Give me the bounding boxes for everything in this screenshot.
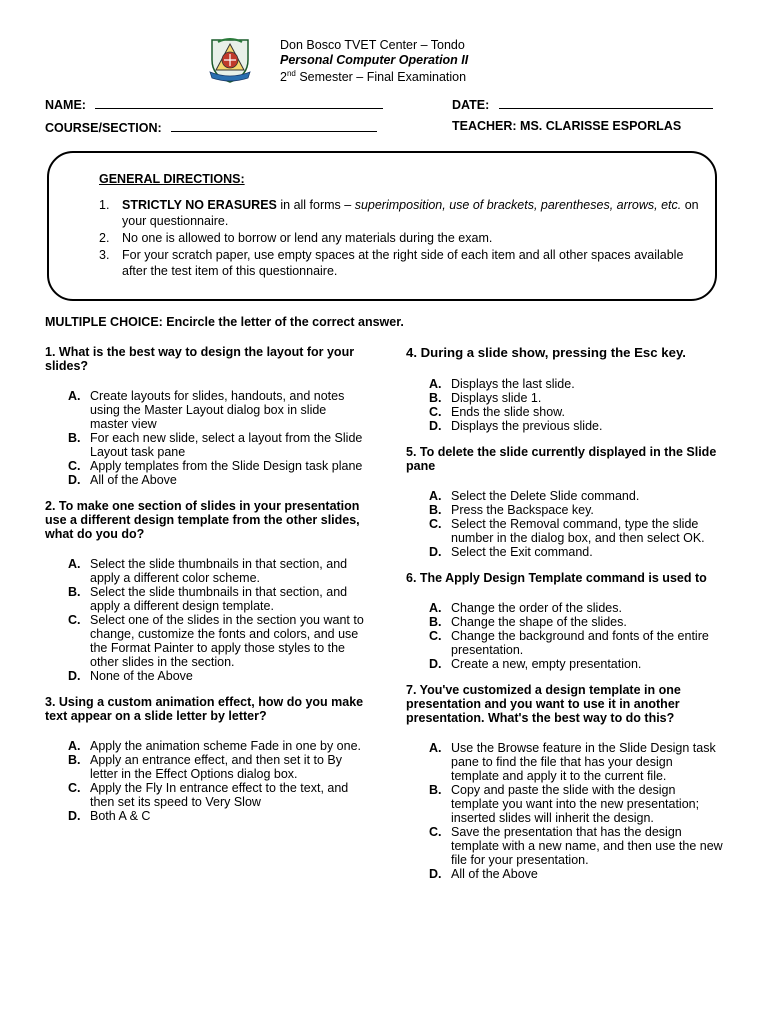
option-a[interactable]: A. Use the Browse feature in the Slide Design task pane to find the file that has your design template and apply it to the current file. bbox=[429, 741, 716, 783]
option-b[interactable]: B. For each new slide, select a layout from the Slide Layout task pane bbox=[68, 431, 363, 459]
question-2 bbox=[45, 499, 367, 683]
question-6 bbox=[406, 571, 724, 671]
school-name: Don Bosco TVET Center – Tondo bbox=[280, 38, 465, 52]
question-text: 2. To make one section of slides in your presentation use a different design template from the other slides, what do you do? bbox=[45, 499, 360, 541]
question-text: 5. To delete the slide currently displayed in the Slide pane bbox=[406, 445, 717, 473]
option-c[interactable]: C. Select the Removal command, type the slide number in the dialog box, and then select OK. bbox=[429, 517, 705, 545]
option-b[interactable]: B. Copy and paste the slide with the design template you want into the new presentation; inserted slides will inherit the design. bbox=[429, 783, 700, 825]
left-column bbox=[45, 345, 367, 835]
option-c[interactable]: C. Apply templates from the Slide Design task plane bbox=[68, 459, 363, 473]
question-text: 7. You've customized a design template in one presentation and you want to use it in another presentation. What's the best way to do this? bbox=[406, 683, 681, 725]
directions-title: GENERAL DIRECTIONS: bbox=[99, 172, 245, 186]
option-d[interactable]: D. None of the Above bbox=[68, 669, 193, 683]
date-blank[interactable] bbox=[499, 96, 713, 109]
right-column bbox=[406, 345, 724, 893]
option-c[interactable]: C. Change the background and fonts of the entire presentation. bbox=[429, 629, 709, 657]
option-c[interactable]: C. Save the presentation that has the design template with a new name, and then use the new file for your presentation. bbox=[429, 825, 723, 867]
option-b[interactable]: B. Change the shape of the slides. bbox=[429, 615, 627, 629]
exam-header bbox=[280, 38, 468, 85]
name-label: NAME: bbox=[45, 98, 86, 112]
name-blank[interactable] bbox=[95, 96, 383, 109]
option-d[interactable]: D. Create a new, empty presentation. bbox=[429, 657, 642, 671]
option-b[interactable]: B. Press the Backspace key. bbox=[429, 503, 594, 517]
option-a[interactable]: A. Change the order of the slides. bbox=[429, 601, 622, 615]
question-7 bbox=[406, 683, 724, 881]
question-text: 3. Using a custom animation effect, how do you make text appear on a slide letter by letter? bbox=[45, 695, 364, 723]
teacher-label: TEACHER: MS. CLARISSE ESPORLAS bbox=[452, 119, 682, 133]
option-c[interactable]: C. Select one of the slides in the section you want to change, customize the fonts and colors, and use the Format Painter to apply those styles to the other slides in the section. bbox=[68, 613, 364, 669]
course-section-blank[interactable] bbox=[171, 119, 377, 132]
name-field bbox=[45, 96, 383, 112]
semester-line: 2nd Semester – Final Examination bbox=[280, 69, 467, 85]
question-4 bbox=[406, 345, 724, 433]
option-d[interactable]: D. All of the Above bbox=[68, 473, 177, 487]
option-a[interactable]: A. Apply the animation scheme Fade in one by one. bbox=[68, 739, 362, 753]
section-title: MULTIPLE CHOICE: Encircle the letter of the correct answer. bbox=[45, 315, 404, 329]
question-text: 6. The Apply Design Template command is used to bbox=[406, 571, 707, 585]
option-c[interactable]: C. Ends the slide show. bbox=[429, 405, 565, 419]
question-5 bbox=[406, 445, 724, 559]
option-d[interactable]: D. Displays the previous slide. bbox=[429, 419, 603, 433]
question-1 bbox=[45, 345, 367, 487]
option-a[interactable]: A. Select the slide thumbnails in that section, and apply a different color scheme. bbox=[68, 557, 348, 585]
option-d[interactable]: D. Select the Exit command. bbox=[429, 545, 593, 559]
option-c[interactable]: C. Apply the Fly In entrance effect to the text, and then set its speed to Very Slow bbox=[68, 781, 349, 809]
course-section-label: COURSE/SECTION: bbox=[45, 121, 162, 135]
option-a[interactable]: A. Select the Delete Slide command. bbox=[429, 489, 640, 503]
option-b[interactable]: B. Select the slide thumbnails in that section, and apply a different design template. bbox=[68, 585, 348, 613]
question-text: 4. During a slide show, pressing the Esc key. bbox=[406, 345, 686, 360]
question-text: 1. What is the best way to design the layout for your slides? bbox=[45, 345, 355, 373]
course-section-field bbox=[45, 119, 377, 135]
question-3 bbox=[45, 695, 367, 823]
date-field bbox=[452, 96, 713, 112]
option-d[interactable]: D. Both A & C bbox=[68, 809, 151, 823]
direction-item: 1. STRICTLY NO ERASURES in all forms – superimposition, use of brackets, parentheses, arrows, etc. on your questionnaire. bbox=[99, 198, 699, 228]
course-title: Personal Computer Operation II bbox=[280, 52, 469, 67]
date-label: DATE: bbox=[452, 98, 490, 112]
option-b[interactable]: B. Apply an entrance effect, and then set it to By letter in the Effect Options dialog box. bbox=[68, 753, 343, 781]
option-a[interactable]: A. Create layouts for slides, handouts, and notes using the Master Layout dialog box in slide master view bbox=[68, 389, 345, 431]
option-d[interactable]: D. All of the Above bbox=[429, 867, 538, 881]
directions-list bbox=[99, 197, 699, 280]
option-b[interactable]: B. Displays slide 1. bbox=[429, 391, 542, 405]
school-logo bbox=[206, 34, 254, 84]
option-a[interactable]: A. Displays the last slide. bbox=[429, 377, 575, 391]
direction-item: 2. No one is allowed to borrow or lend any materials during the exam. bbox=[99, 231, 493, 245]
direction-item: 3. For your scratch paper, use empty spaces at the right side of each item and all other spaces available after the test item of this questionnaire. bbox=[99, 248, 684, 278]
